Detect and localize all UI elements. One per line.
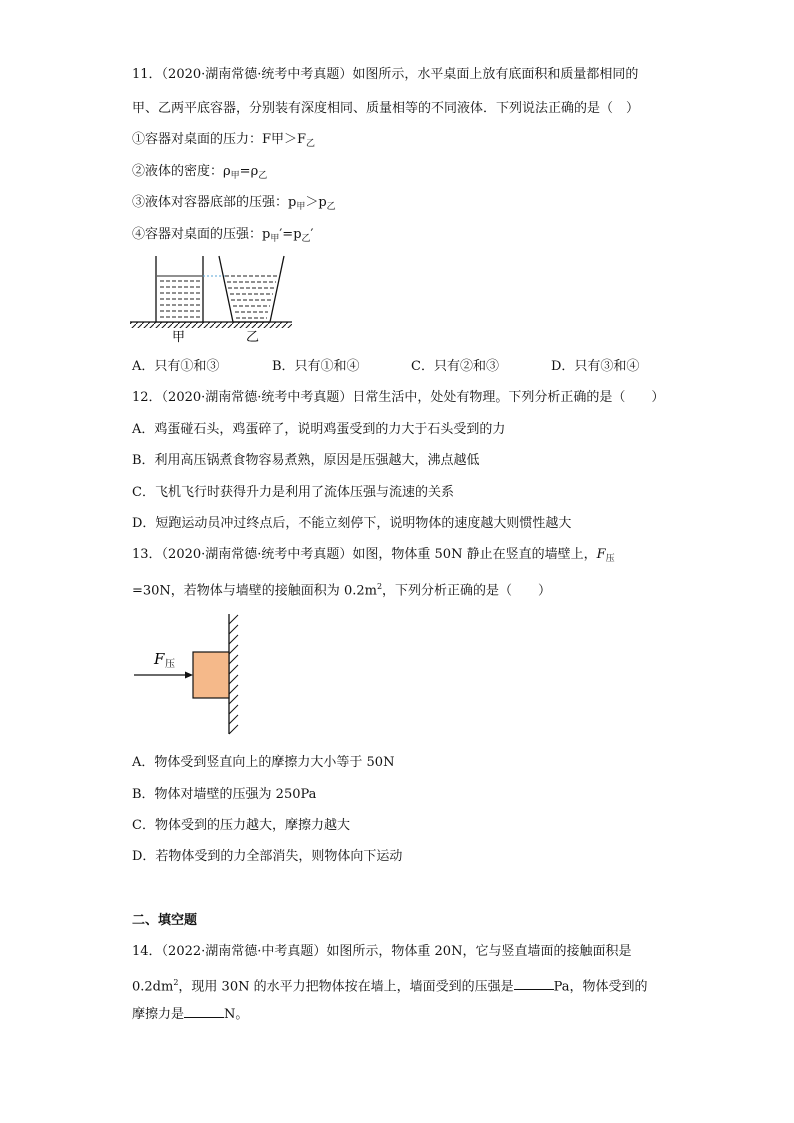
q14-stem-line1: 14．（2022·湖南常德·中考真题）如图所示，物体重 20N，它与竖直墙面的接触面积是 bbox=[132, 944, 632, 959]
q13-option-a[interactable]: A．物体受到竖直向上的摩擦力大小等于 50N bbox=[132, 755, 395, 770]
q11-container-jia bbox=[156, 256, 203, 322]
q13-force-sub: 压 bbox=[165, 659, 175, 670]
q11-ground-hatch bbox=[130, 322, 292, 328]
q11-stem-line1: 11．（2020·湖南常德·统考中考真题）如图所示，水平桌面上放有底面积和质量都相同的 bbox=[132, 67, 639, 82]
q13-option-b[interactable]: B．物体对墙壁的压强为 250Pa bbox=[132, 787, 317, 802]
q11-statement-2: ②液体的密度：$\rho_甲=\rho_乙$ bbox=[132, 164, 268, 181]
q13-option-c[interactable]: C．物体受到的压力越大，摩擦力越大 bbox=[132, 818, 350, 833]
q14-blank-pressure[interactable] bbox=[514, 977, 554, 990]
q13-wall-hatch bbox=[229, 615, 238, 734]
section-title-fill-blank: 二、填空题 bbox=[132, 913, 198, 928]
q14-blank-friction[interactable] bbox=[184, 1005, 224, 1018]
q12-stem: 12．（2020·湖南常德·统考中考真题）日常生活中，处处有物理。下列分析正确的是（ ） bbox=[132, 390, 665, 405]
q13-stem-line2: =30N，若物体与墙壁的接触面积为 $0.2m^2$，下列分析正确的是（ ） bbox=[132, 582, 552, 599]
q12-option-c[interactable]: C．飞机飞行时获得升力是利用了流体压强与流速的关系 bbox=[132, 485, 454, 500]
q11-option-c[interactable]: C．只有②和③ bbox=[411, 359, 499, 374]
q13-stem-line1: 13．（2020·湖南常德·统考中考真题）如图，物体重 50N 静止在竖直的墙壁上，$F_压$ bbox=[132, 547, 615, 564]
q11-statement-3: ③液体对容器底部的压强：$p_甲>p_乙$ bbox=[132, 195, 336, 212]
q11-statement-1: ①容器对桌面的压力：F甲$>F_乙$ bbox=[132, 132, 316, 149]
q11-label-jia: 甲 bbox=[172, 330, 186, 345]
q13-block bbox=[193, 652, 229, 698]
q13-option-d[interactable]: D．若物体受到的力全部消失，则物体向下运动 bbox=[132, 849, 403, 864]
q14-stem-line3: 摩擦力是 N。 bbox=[132, 1007, 249, 1022]
q12-option-a[interactable]: A．鸡蛋碰石头，鸡蛋碎了，说明鸡蛋受到的力大于石头受到的力 bbox=[132, 422, 506, 437]
q13-force-label: F bbox=[154, 650, 165, 668]
q13-arrowhead bbox=[185, 672, 193, 679]
q11-statement-4: ④容器对桌面的压强：$p_甲'=p_乙'$ bbox=[132, 227, 314, 244]
q13-wall-figure bbox=[132, 612, 242, 736]
q11-stem-line2: 甲、乙两平底容器，分别装有深度相同、质量相等的不同液体．下列说法正确的是（ ） bbox=[132, 101, 640, 116]
q12-option-b[interactable]: B．利用高压锅煮食物容易煮熟，原因是压强越大，沸点越低 bbox=[132, 453, 480, 468]
q11-containers-figure bbox=[130, 252, 292, 344]
q11-option-b[interactable]: B．只有①和④ bbox=[272, 359, 360, 374]
q11-option-a[interactable]: A．只有①和③ bbox=[132, 359, 220, 374]
q11-label-yi: 乙 bbox=[246, 330, 260, 345]
q11-option-d[interactable]: D．只有③和④ bbox=[551, 359, 640, 374]
q11-container-yi bbox=[219, 256, 284, 322]
q12-option-d[interactable]: D．短跑运动员冲过终点后，不能立刻停下，说明物体的速度越大则惯性越大 bbox=[132, 516, 572, 531]
q14-stem-line2: $0.2dm^2$，现用 30N 的水平力把物体按在墙上，墙面受到的压强是 Pa，物体受到的 bbox=[132, 978, 648, 995]
